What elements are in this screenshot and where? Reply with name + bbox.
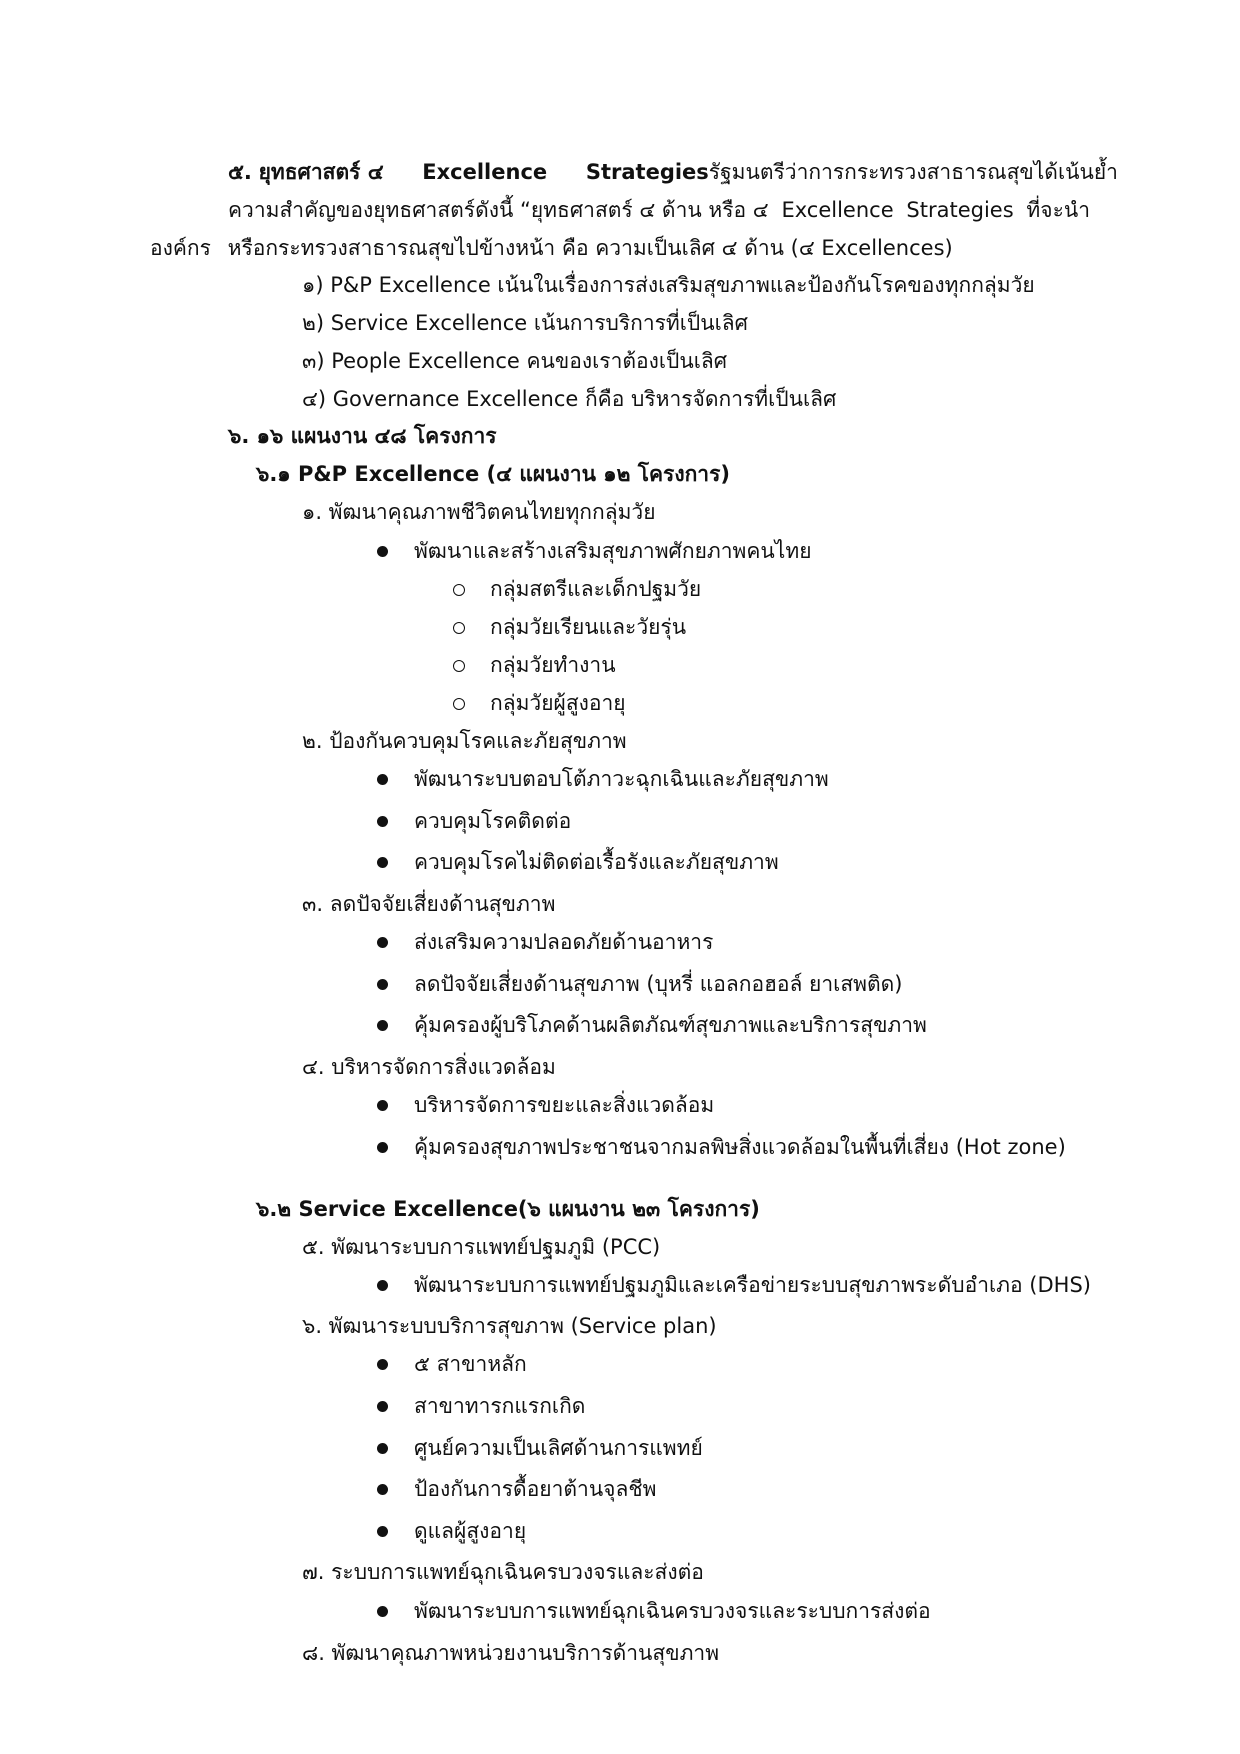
section5-line3-text: หรือกระทรวงสาธารณสุขไปข้างหน้า คือ ความเป็นเลิศ ๔ ด้าน (๔ Excellences) (227, 236, 953, 260)
circle-bullet-icon (453, 698, 465, 710)
bullet-item: ควบคุมโรคไม่ติดต่อเรื้อรังและภัยสุขภาพ (414, 850, 779, 874)
bullet-item: ป้องกันการดื้อยาต้านจุลชีพ (414, 1477, 657, 1501)
excellence-item: ๒) Service Excellence เน้นการบริการที่เป็นเลิศ (302, 311, 748, 335)
section5-line3-lead: องค์กร (150, 236, 211, 260)
bullet-icon (377, 1359, 388, 1370)
circle-bullet-icon (453, 622, 465, 634)
bullet-item: ดูแลผู้สูงอายุ (414, 1519, 527, 1543)
bullet-icon (377, 1280, 388, 1291)
sub-bullet-item: กลุ่มวัยผู้สูงอายุ (490, 691, 626, 715)
bullet-item: ๕ สาขาหลัก (414, 1352, 527, 1376)
bullet-icon (377, 546, 388, 557)
bullet-icon (377, 1020, 388, 1031)
subsection-6-1-heading: ๖.๑ P&P Excellence (๔ แผนงาน ๑๒ โครงการ) (256, 462, 730, 486)
bullet-item: คุ้มครองสุขภาพประชาชนจากมลพิษสิ่งแวดล้อมในพื้นที่เสี่ยง (Hot zone) (414, 1135, 1066, 1159)
section5-number: ๕. (228, 160, 252, 184)
section5-line2-part3: Strategies (906, 198, 1014, 222)
subsection-6-2-heading: ๖.๒ Service Excellence(๖ แผนงาน ๒๓ โครงการ) (256, 1197, 760, 1221)
bullet-item: บริหารจัดการขยะและสิ่งแวดล้อม (414, 1093, 715, 1117)
circle-bullet-icon (453, 584, 465, 596)
bullet-icon (377, 774, 388, 785)
bullet-item: พัฒนาและสร้างเสริมสุขภาพศักยภาพคนไทย (414, 539, 812, 563)
bullet-item: พัฒนาระบบการแพทย์ปฐมภูมิและเครือข่ายระบบสุขภาพระดับอำเภอ (DHS) (414, 1273, 1091, 1297)
section6-heading: ๖. ๑๖ แผนงาน ๔๘ โครงการ (228, 424, 497, 448)
sub-bullet-item: กลุ่มวัยทำงาน (490, 653, 616, 677)
section5-word2: Strategies (585, 160, 709, 184)
section5-line1 (228, 158, 1118, 186)
sub-bullet-item: กลุ่มสตรีและเด็กปฐมวัย (490, 577, 702, 601)
plan-heading: ๓. ลดปัจจัยเสี่ยงด้านสุขภาพ (302, 892, 556, 916)
bullet-icon (377, 1606, 388, 1617)
bullet-icon (377, 1443, 388, 1454)
excellence-item: ๔) Governance Excellence ก็คือ บริหารจัดการที่เป็นเลิศ (302, 387, 837, 411)
plan-heading: ๖. พัฒนาระบบบริการสุขภาพ (Service plan) (302, 1314, 717, 1338)
bullet-icon (377, 1142, 388, 1153)
bullet-item: ส่งเสริมความปลอดภัยด้านอาหาร (414, 930, 714, 954)
section5-line3 (150, 234, 953, 262)
bullet-icon (377, 857, 388, 868)
section5-line2-part4: ที่จะนำ (1026, 198, 1090, 222)
bullet-item: ควบคุมโรคติดต่อ (414, 809, 572, 833)
plan-heading: ๕. พัฒนาระบบการแพทย์ปฐมภูมิ (PCC) (302, 1235, 661, 1259)
bullet-item: พัฒนาระบบการแพทย์ฉุกเฉินครบวงจรและระบบการส่งต่อ (414, 1599, 931, 1623)
section5-line2 (228, 196, 1090, 224)
bullet-icon (377, 816, 388, 827)
plan-heading: ๔. บริหารจัดการสิ่งแวดล้อม (302, 1055, 556, 1079)
plan-heading: ๗. ระบบการแพทย์ฉุกเฉินครบวงจรและส่งต่อ (302, 1560, 704, 1584)
bullet-icon (377, 1100, 388, 1111)
section5-word1: Excellence (422, 160, 548, 184)
plan-heading: ๒. ป้องกันควบคุมโรคและภัยสุขภาพ (302, 729, 627, 753)
bullet-icon (377, 1484, 388, 1495)
section5-line2-part2: Excellence (781, 198, 894, 222)
circle-bullet-icon (453, 660, 465, 672)
excellence-item: ๑) P&P Excellence เน้นในเรื่องการส่งเสริมสุขภาพและป้องกันโรคของทุกกลุ่มวัย (302, 273, 1035, 297)
section5-heading: ยุทธศาสตร์ ๔ (258, 160, 384, 184)
section5-line2-part1: ความสำคัญของยุทธศาสตร์ดังนี้ “ยุทธศาสตร์ ๔ ด้าน หรือ ๔ (228, 198, 769, 222)
bullet-icon (377, 979, 388, 990)
bullet-item: สาขาทารกแรกเกิด (414, 1394, 586, 1418)
plan-heading: ๘. พัฒนาคุณภาพหน่วยงานบริการด้านสุขภาพ (302, 1641, 720, 1665)
bullet-icon (377, 937, 388, 948)
bullet-item: ศูนย์ความเป็นเลิศด้านการแพทย์ (414, 1436, 703, 1460)
sub-bullet-item: กลุ่มวัยเรียนและวัยรุ่น (490, 615, 687, 639)
bullet-item: คุ้มครองผู้บริโภคด้านผลิตภัณฑ์สุขภาพและบริการสุขภาพ (414, 1013, 927, 1037)
excellence-item: ๓) People Excellence คนของเราต้องเป็นเลิศ (302, 349, 728, 373)
bullet-icon (377, 1526, 388, 1537)
bullet-item: พัฒนาระบบตอบโต้ภาวะฉุกเฉินและภัยสุขภาพ (414, 767, 829, 791)
bullet-icon (377, 1401, 388, 1412)
section5-line1-rest: รัฐมนตรีว่าการกระทรวงสาธารณสุขได้เน้นย้ำ (708, 160, 1118, 184)
plan-heading: ๑. พัฒนาคุณภาพชีวิตคนไทยทุกกลุ่มวัย (302, 500, 656, 524)
bullet-item: ลดปัจจัยเสี่ยงด้านสุขภาพ (บุหรี่ แอลกอฮอล์ ยาเสพติด) (414, 972, 903, 996)
